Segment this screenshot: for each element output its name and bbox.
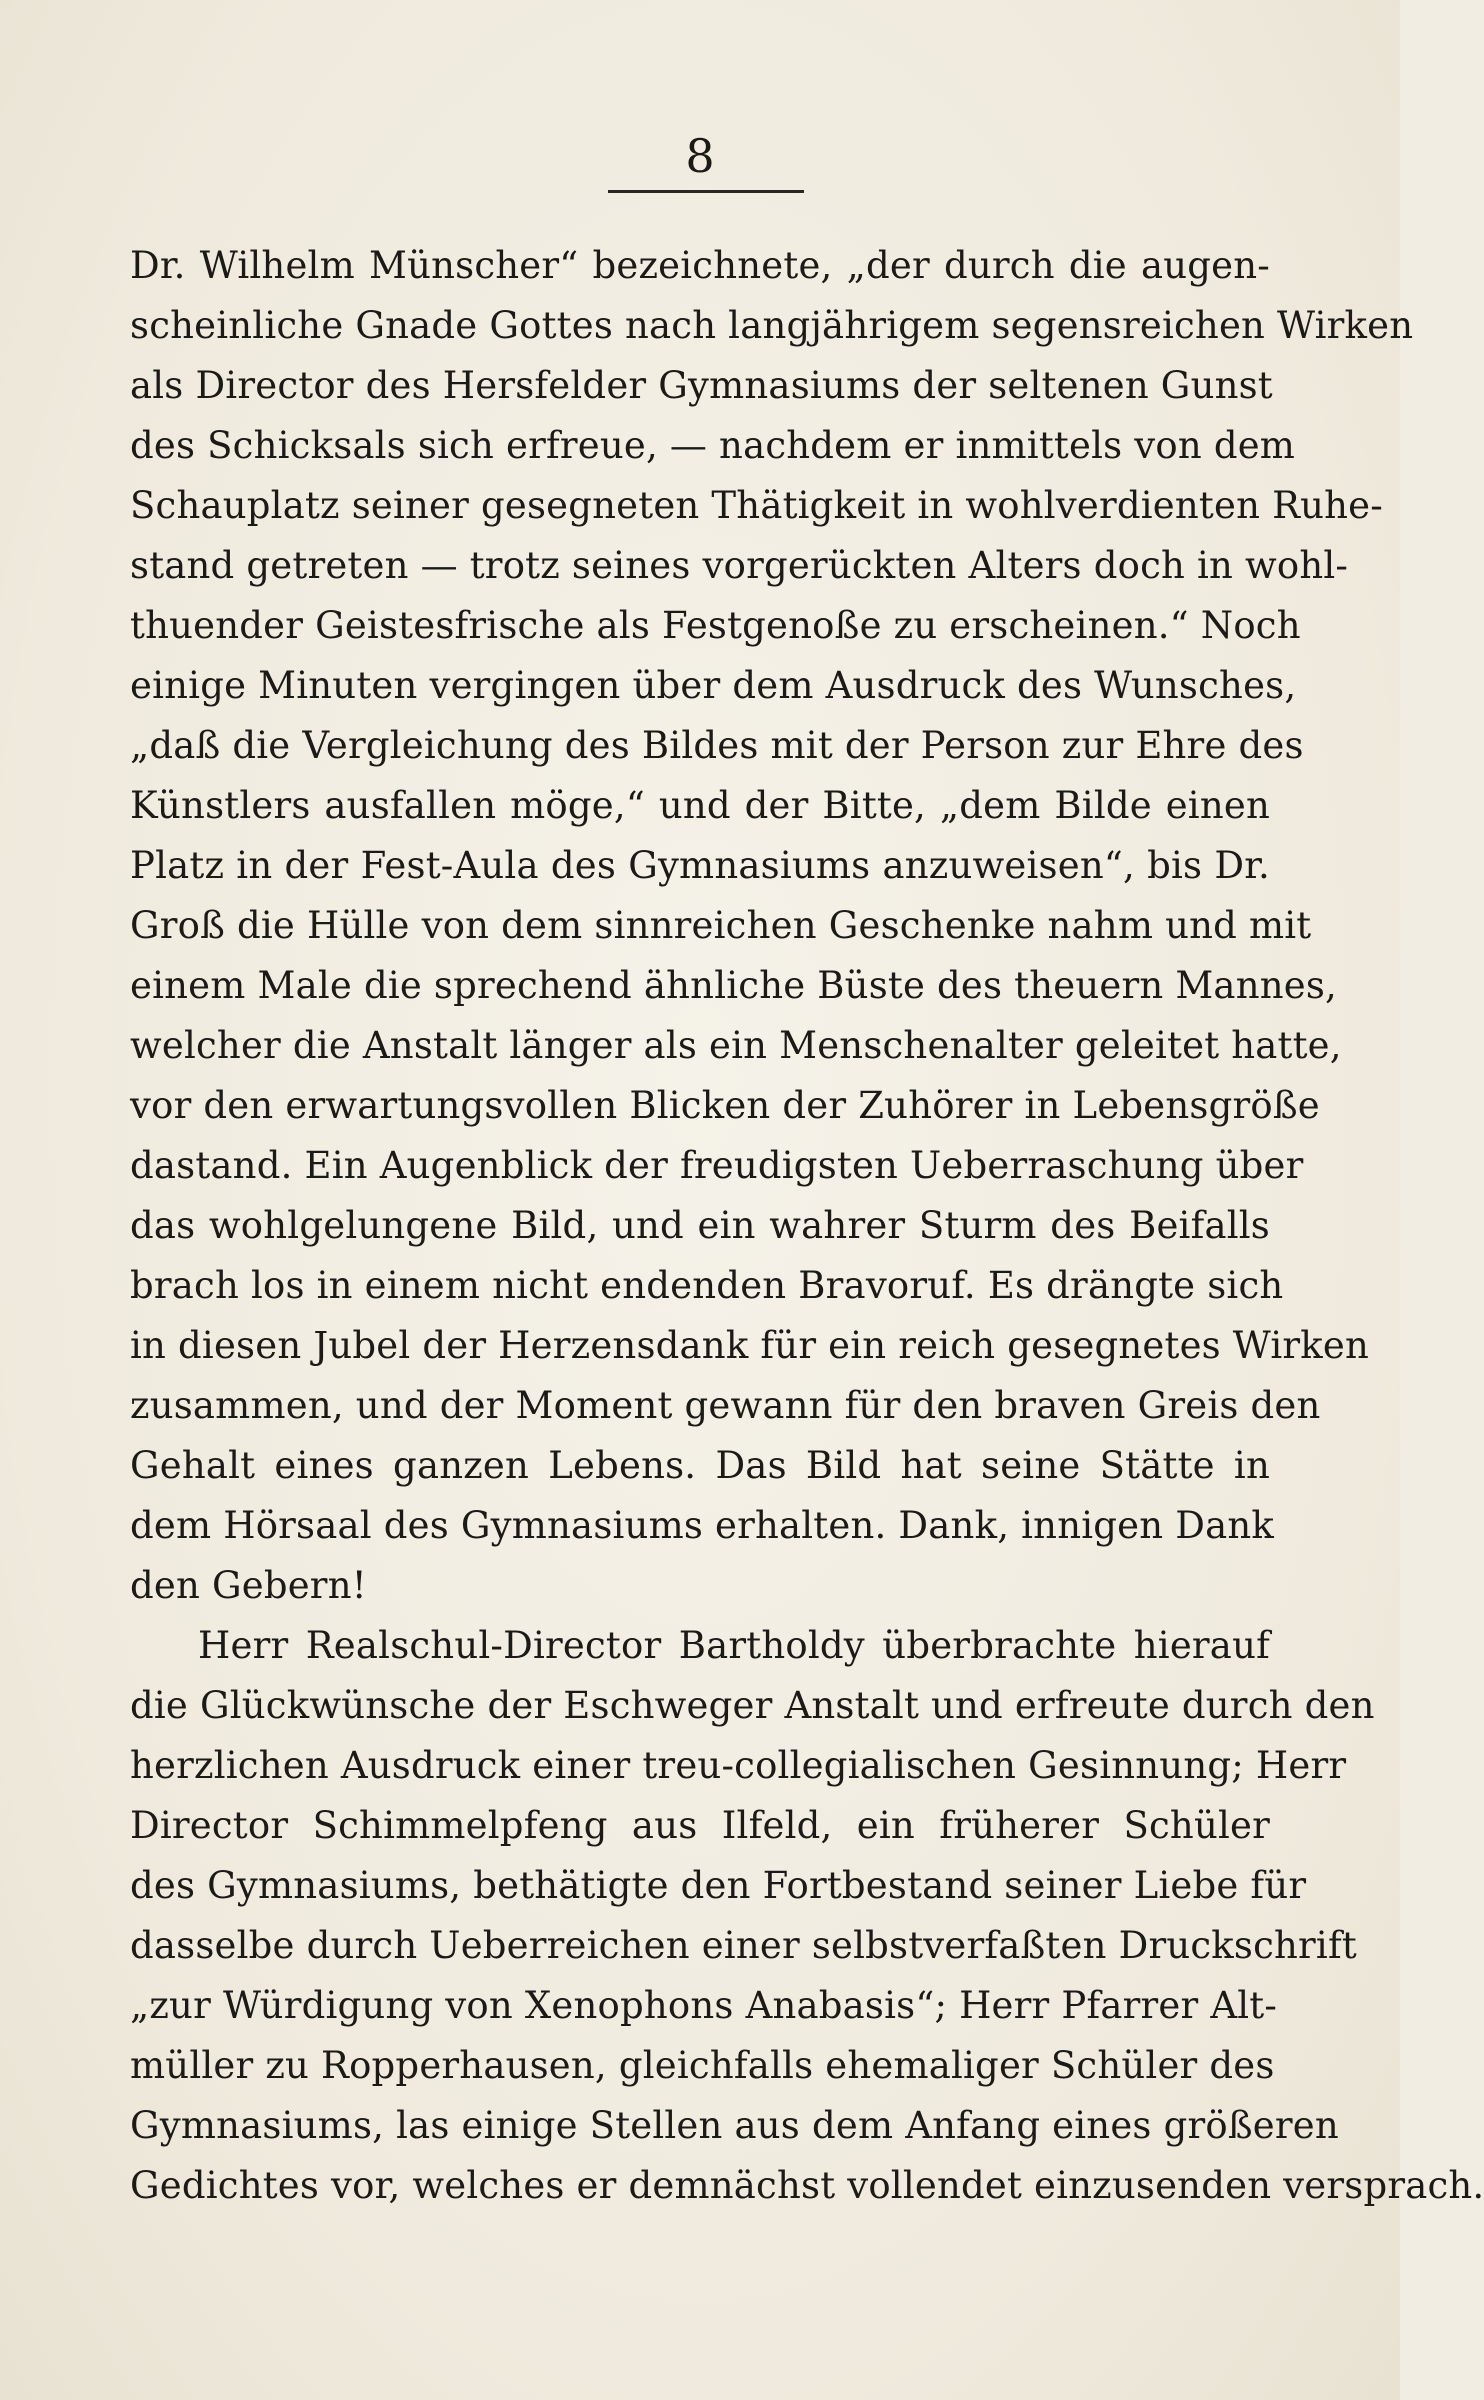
text-line: in diesen Jubel der Herzensdank für ein reich gesegnetes Wirken <box>130 1324 1370 1367</box>
text-line: dasselbe durch Ueberreichen einer selbstverfaßten Druckschrift <box>130 1924 1357 1967</box>
text-line: Herr Realschul-Director Bartholdy überbrachte hierauf <box>198 1624 1270 1667</box>
text-line: Groß die Hülle von dem sinnreichen Geschenke nahm und mit <box>130 904 1312 947</box>
text-line: dem Hörsaal des Gymnasiums erhalten. Dank, innigen Dank <box>130 1504 1274 1547</box>
text-line: einem Male die sprechend ähnliche Büste des theuern Mannes, <box>130 964 1338 1007</box>
text-line: Gedichtes vor, welches er demnächst vollendet einzusenden versprach. <box>130 2164 1484 2207</box>
text-line: welcher die Anstalt länger als ein Menschenalter geleitet hatte, <box>130 1024 1342 1067</box>
body-text <box>130 236 1484 2216</box>
page-number: 8 <box>685 129 715 183</box>
text-line: herzlichen Ausdruck einer treu-collegialischen Gesinnung; Herr <box>130 1744 1347 1787</box>
text-line: des Gymnasiums, bethätigte den Fortbestand seiner Liebe für <box>130 1864 1307 1907</box>
text-line: das wohlgelungene Bild, und ein wahrer Sturm des Beifalls <box>130 1204 1270 1247</box>
text-line: Platz in der Fest-Aula des Gymnasiums anzuweisen“, bis Dr. <box>130 844 1270 887</box>
text-line: „zur Würdigung von Xenophons Anabasis“; Herr Pfarrer Alt- <box>130 1984 1278 2027</box>
text-line: die Glückwünsche der Eschweger Anstalt und erfreute durch den <box>130 1684 1375 1727</box>
text-line: stand getreten — trotz seines vorgerückten Alters doch in wohl- <box>130 544 1349 587</box>
text-line: des Schicksals sich erfreue, — nachdem er inmittels von dem <box>130 424 1296 467</box>
text-line: den Gebern! <box>130 1564 367 1607</box>
text-line: Director Schimmelpfeng aus Ilfeld, ein früherer Schüler <box>130 1804 1270 1847</box>
text-line: müller zu Ropperhausen, gleichfalls ehemaliger Schüler des <box>130 2044 1275 2087</box>
text-line: scheinliche Gnade Gottes nach langjährigem segensreichen Wirken <box>130 304 1414 347</box>
text-line: dastand. Ein Augenblick der freudigsten Ueberraschung über <box>130 1144 1304 1187</box>
page-number-rule <box>608 190 804 193</box>
text-line: Dr. Wilhelm Münscher“ bezeichnete, „der durch die augen- <box>130 244 1270 287</box>
text-line: Schauplatz seiner gesegneten Thätigkeit in wohlverdienten Ruhe- <box>130 484 1383 527</box>
text-line: als Director des Hersfelder Gymnasiums der seltenen Gunst <box>130 364 1273 407</box>
text-line: Gymnasiums, las einige Stellen aus dem Anfang eines größeren <box>130 2104 1339 2147</box>
text-line: vor den erwartungsvollen Blicken der Zuhörer in Lebensgröße <box>130 1084 1320 1127</box>
text-line: thuender Geistesfrische als Festgenoße zu erscheinen.“ Noch <box>130 604 1301 647</box>
text-line: Gehalt eines ganzen Lebens. Das Bild hat seine Stätte in <box>130 1444 1270 1487</box>
text-line: zusammen, und der Moment gewann für den braven Greis den <box>130 1384 1321 1427</box>
text-line: brach los in einem nicht endenden Bravoruf. Es drängte sich <box>130 1264 1284 1307</box>
text-line: „daß die Vergleichung des Bildes mit der Person zur Ehre des <box>130 724 1304 767</box>
text-line: Künstlers ausfallen möge,“ und der Bitte, „dem Bilde einen <box>130 784 1270 827</box>
text-line: einige Minuten vergingen über dem Ausdruck des Wunsches, <box>130 664 1297 707</box>
